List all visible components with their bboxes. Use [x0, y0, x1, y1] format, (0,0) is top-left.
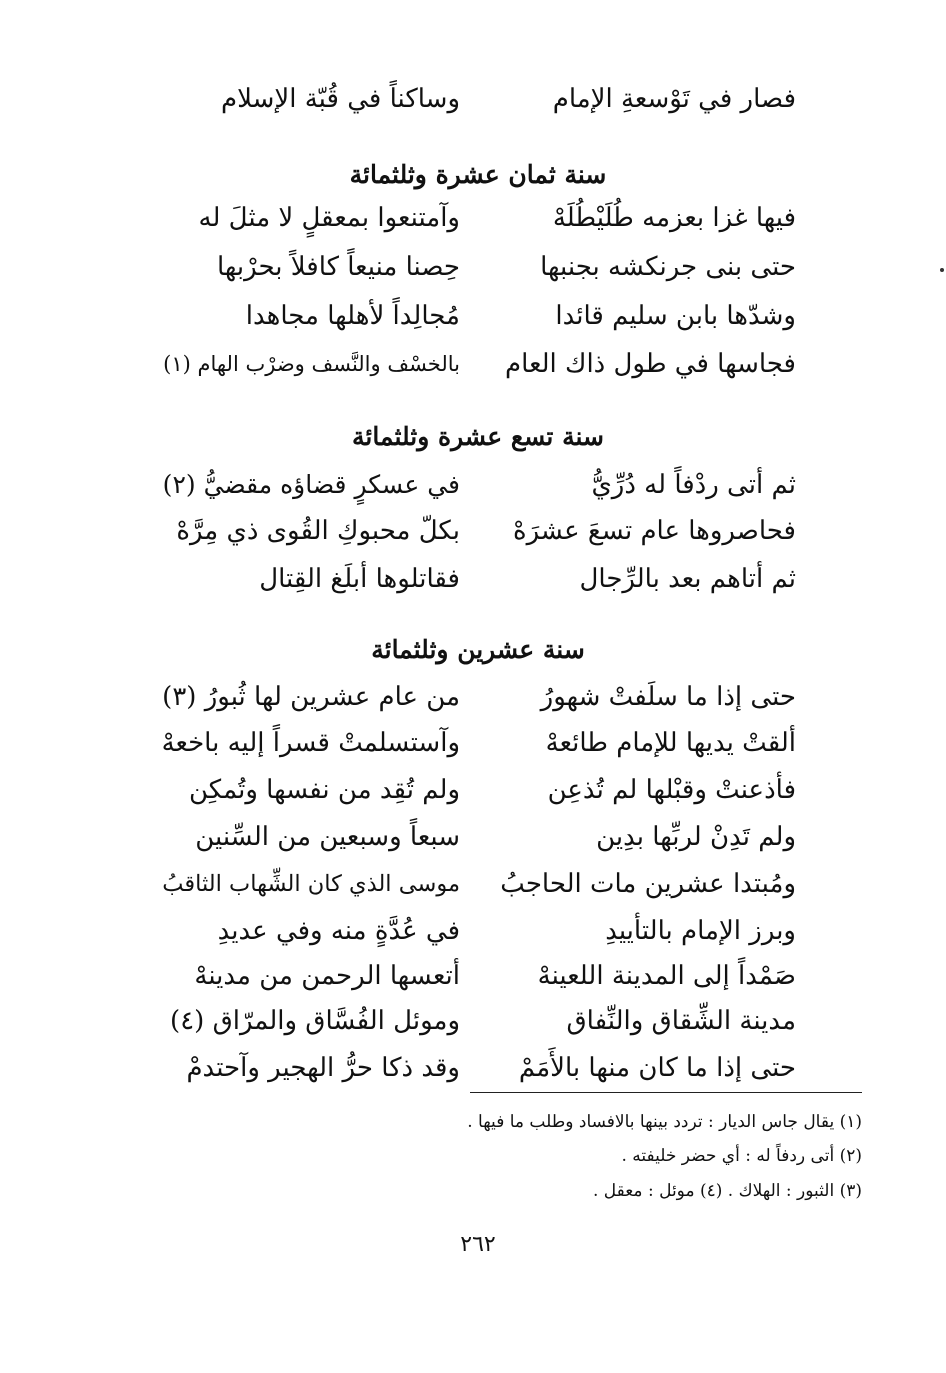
footnote: (٢) أتى ردفاً له : أي حضر خليفته . — [621, 1146, 862, 1166]
verse-line — [160, 859, 796, 909]
page-number: ٢٦٢ — [460, 1232, 496, 1257]
hemistich-left: من عام عشرين لها ثُبورُ (٣) — [162, 682, 460, 712]
scan-speck — [940, 268, 944, 272]
top-verse — [160, 74, 796, 124]
hemistich-left: سبعاً وسبعين من السِّنين — [195, 822, 460, 852]
verse-line — [160, 506, 796, 556]
verse-line — [160, 339, 796, 389]
hemistich-right: صَمْداً إلى المدينة اللعينهْ — [537, 961, 796, 991]
hemistich-left: وآستسلمتْ قسراً إليه باخعهْ — [161, 728, 460, 758]
verse-line — [160, 193, 796, 243]
verse-line — [160, 291, 796, 341]
verse-line — [160, 906, 796, 956]
hemistich-right: حتى إذا ما كان منها بالأَمَمْ — [518, 1053, 796, 1083]
hemistich-left: فقاتلوها أبلَغ القِتال — [259, 564, 460, 594]
footnote-divider — [470, 1092, 862, 1093]
hemistich-left: وقد ذكا حرُّ الهجير وآحتدمْ — [186, 1053, 460, 1083]
section-title: سنة ثمان عشرة وثلثمائة — [349, 160, 607, 189]
verse-line — [160, 951, 796, 1001]
hemistich-left: حِصنا منيعاً كافلاً بحرْبها — [216, 252, 460, 282]
verse-line — [160, 1043, 796, 1093]
hemistich-left: مُجالِداً لأهلها مجاهدا — [245, 301, 460, 331]
hemistich-right: حتى إذا ما سلَفتْ شهورُ — [540, 682, 796, 712]
hemistich-right: ولم تَدِنْ لربِّها بدِين — [596, 822, 796, 852]
hemistich-left: بكلّ محبوكِ القُوى ذي مِرَّهْ — [176, 516, 460, 546]
verse-line — [160, 460, 796, 510]
hemistich-right: فجاسها في طول ذاك العام — [505, 349, 796, 379]
hemistich-right: وبرز الإمام بالتأييدِ — [605, 916, 796, 946]
hemistich-left: وساكناً في قُبّة الإسلام — [221, 84, 460, 114]
hemistich-right: فصار في تَوْسعةِ الإمام — [552, 84, 796, 114]
hemistich-left: وآمتنعوا بمعقلٍ لا مثلَ له — [198, 203, 460, 233]
section-title: سنة تسع عشرة وثلثمائة — [352, 422, 604, 451]
hemistich-right: فأذعنتْ وقبْلها لم تُذعِن — [547, 775, 796, 805]
footnote: (٣) الثبور : الهلاك . (٤) موئل : معقل . — [592, 1181, 862, 1201]
hemistich-left: ولم تُقِد من نفسها وتُمكِن — [188, 775, 460, 805]
hemistich-right: ثم أتى ردْفاً له دُرِّيُّ — [591, 470, 796, 500]
verse-line — [160, 242, 796, 292]
verse-line — [160, 672, 796, 722]
verse-line — [160, 996, 796, 1046]
hemistich-left: بالخسْف والنَّسف وضرْب الهام (١) — [163, 352, 460, 376]
hemistich-right: حتى بنى جرنكشه بجنبها — [540, 252, 796, 282]
verse-line — [160, 765, 796, 815]
hemistich-right: فيها غزا بعزمه طُلَيْطُلَهْ — [552, 203, 796, 233]
footnote: (١) يقال جاس الديار : تردد بينها بالافساد وطلب ما فيها . — [467, 1112, 862, 1132]
hemistich-right: مدينة الشِّقاق والنِّفاق — [566, 1006, 796, 1036]
hemistich-left: موسى الذي كان الشِّهاب الثاقبُ — [162, 871, 460, 897]
verse-line — [160, 718, 796, 768]
hemistich-right: وشدّها بابن سليم قائدا — [555, 301, 796, 331]
hemistich-left: أتعسها الرحمن من مدينهْ — [194, 961, 460, 991]
verse-line — [160, 812, 796, 862]
hemistich-left: في عُدَّةٍ منه وفي عديدِ — [217, 916, 460, 946]
section-title: سنة عشرين وثلثمائة — [371, 635, 585, 664]
verse-line — [160, 554, 796, 604]
hemistich-right: ومُبتدا عشرين مات الحاجبُ — [500, 869, 796, 899]
hemistich-right: فحاصروها عام تسعَ عشرَهْ — [512, 516, 796, 546]
hemistich-right: ألقتْ يديها للإمام طائعهْ — [545, 728, 796, 758]
hemistich-left: في عسكرٍ قضاؤه مقضيُّ (٢) — [162, 470, 460, 499]
hemistich-left: وموئل الفُسَّاق والمرّاق (٤) — [170, 1006, 460, 1036]
hemistich-right: ثم أتاهم بعد بالرِّجال — [579, 564, 796, 594]
